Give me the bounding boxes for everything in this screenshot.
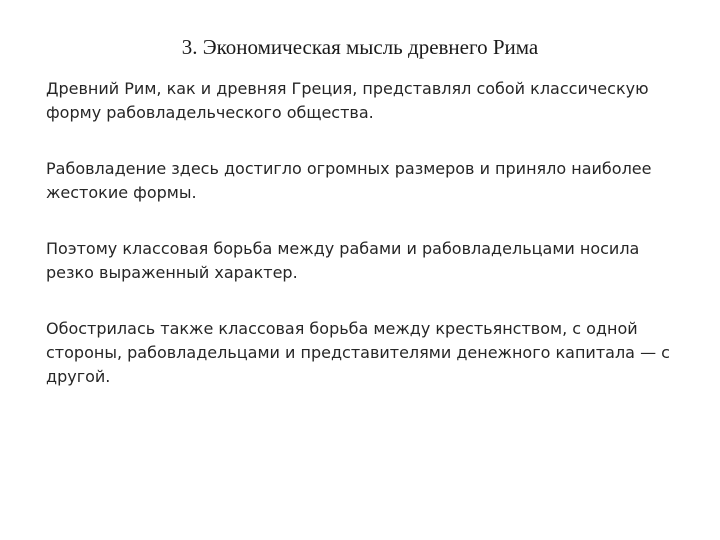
slide-title: 3. Экономическая мысль древнего Рима [181, 35, 539, 59]
slide-body [46, 77, 682, 421]
paragraph-3: Поэтому классовая борьба между рабами и рабовладельцами носила резко выраженный характер. [46, 239, 640, 282]
paragraph-1: Древний Рим, как и древняя Греция, представлял собой классическую форму рабовладельческого общества. [46, 79, 649, 122]
paragraph-4: Обострилась также классовая борьба между крестьянством, с одной стороны, рабовладельцами и представителями денежного капитала — с другой. [46, 319, 670, 386]
paragraph-2: Рабовладение здесь достигло огромных размеров и приняло наиболее жестокие формы. [46, 159, 652, 202]
